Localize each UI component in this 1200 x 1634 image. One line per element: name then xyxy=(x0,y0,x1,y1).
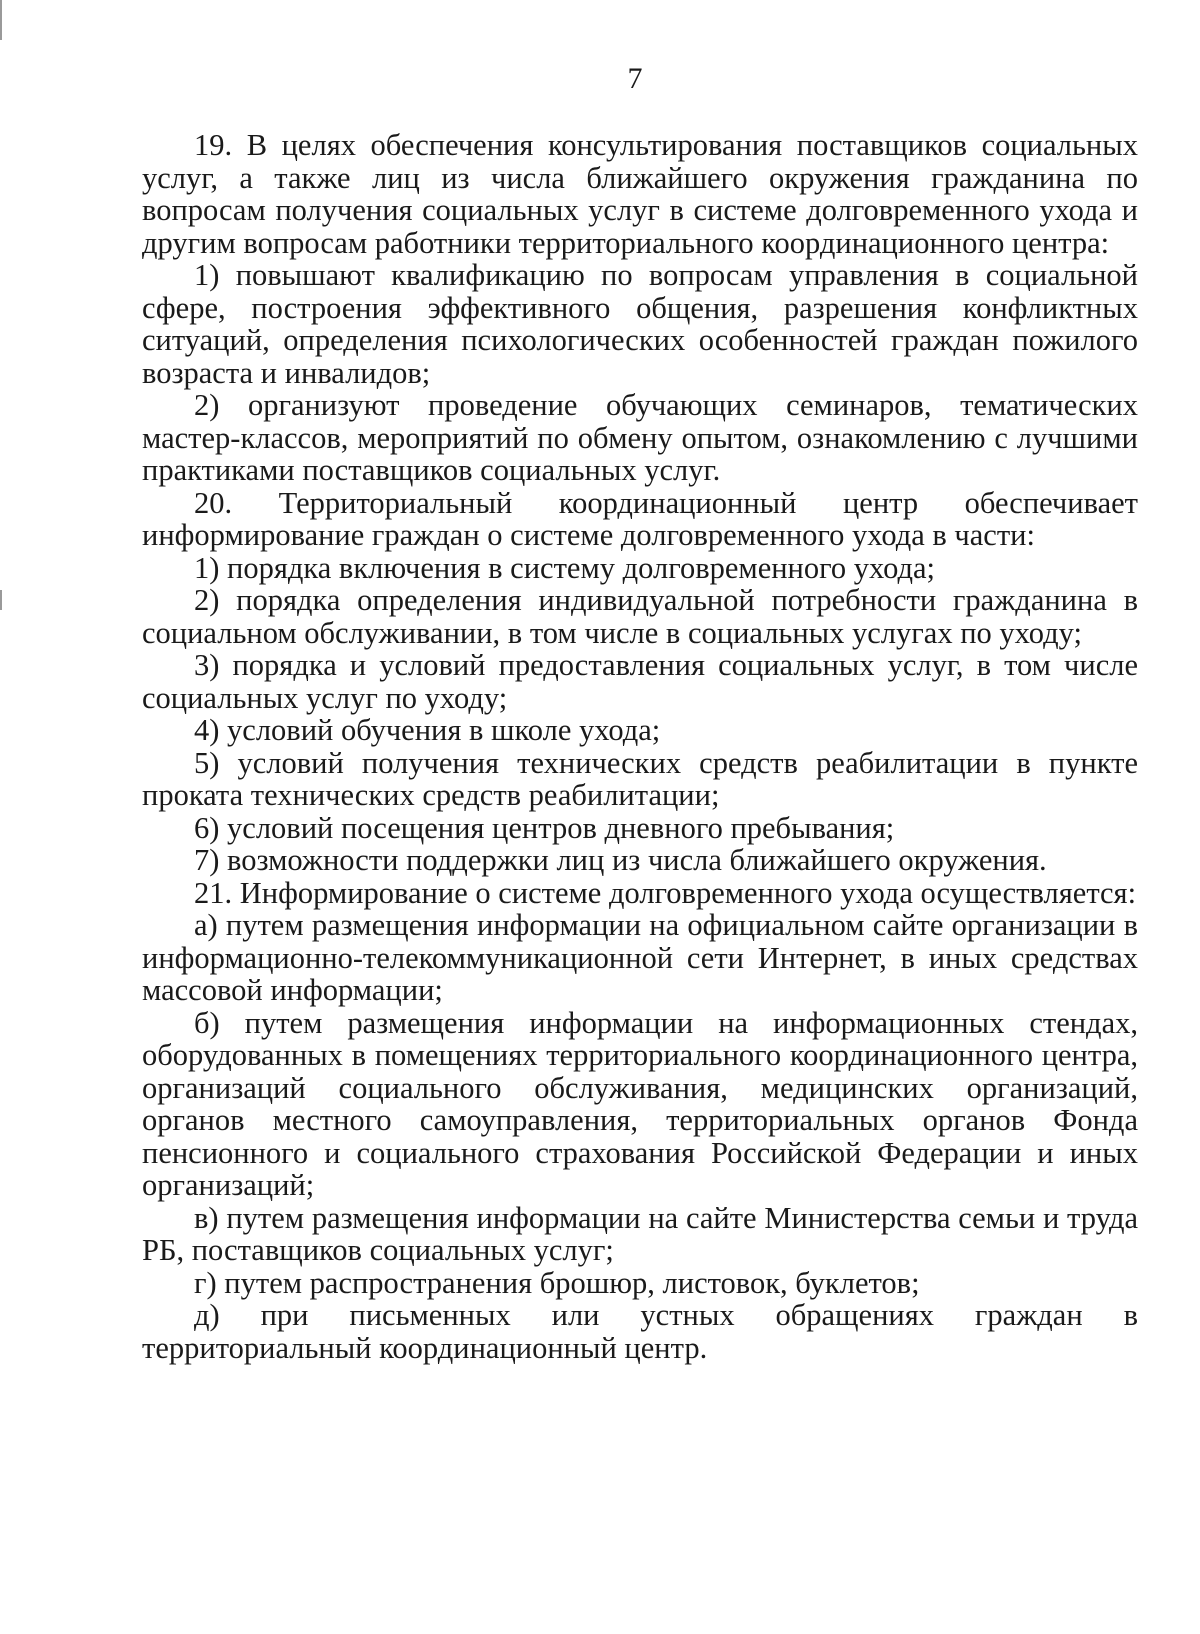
list-item-20-3: 3) порядка и условий предоставления социальных услуг, в том числе социальных услуг по уходу; xyxy=(142,648,1138,715)
list-item-20-5: 5) условий получения технических средств реабилитации в пункте проката технических средств реабилитации; xyxy=(142,745,1138,812)
list-item-19-1: 1) повышают квалификацию по вопросам управления в социальной сфере, построения эффективного общения, разрешения конфликтных ситуаций, определения психологических особенностей граждан пожилого возраста и инвалидов; xyxy=(142,258,1138,390)
paragraph-21: 21. Информирование о системе долговременного ухода осуществляется: xyxy=(194,875,1137,910)
scan-edge-mark xyxy=(0,590,2,610)
list-item-20-7: 7) возможности поддержки лиц из числа ближайшего окружения. xyxy=(194,843,1047,877)
list-item-21-v: в) путем размещения информации на сайте Министерства семьи и труда РБ, поставщиков социальных услуг; xyxy=(142,1200,1138,1267)
scan-edge-mark xyxy=(0,0,2,40)
list-item-20-4: 4) условий обучения в школе ухода; xyxy=(194,713,661,747)
list-item-19-2: 2) организуют проведение обучающих семинаров, тематических мастер-классов, мероприятий по обмену опытом, ознакомлению с лучшими практиками поставщиков социальных услуг. xyxy=(142,388,1138,487)
list-item-20-6: 6) условий посещения центров дневного пребывания; xyxy=(194,810,895,845)
page-number: 7 xyxy=(627,62,643,95)
list-item-21-a: а) путем размещения информации на официальном сайте организации в информационно-телекоммуникационной сети Интернет, в иных средствах массовой информации; xyxy=(142,908,1138,1007)
list-item-21-b: б) путем размещения информации на информационных стендах, оборудованных в помещениях территориального координационного центра, организаций социального обслуживания, медицинских организаций, органов местного самоуправления, территориальных органов Фонда пенсионного и социального страхования Российской Федерации и иных организаций; xyxy=(142,1005,1138,1202)
list-item-20-1: 1) порядка включения в систему долговременного ухода; xyxy=(194,550,935,585)
paragraph-20: 20. Территориальный координационный центр обеспечивает информирование граждан о системе долговременного ухода в части: xyxy=(142,485,1138,552)
document-body xyxy=(142,129,1138,1364)
list-item-21-d: д) при письменных или устных обращениях граждан в территориальный координационный центр. xyxy=(142,1298,1138,1365)
list-item-20-2: 2) порядка определения индивидуальной потребности гражданина в социальном обслуживании, в том числе в социальных услугах по уходу; xyxy=(142,583,1138,650)
list-item-21-g: г) путем распространения брошюр, листовок, буклетов; xyxy=(194,1265,920,1300)
paragraph-19: 19. В целях обеспечения консультирования поставщиков социальных услуг, а также лиц из числа ближайшего окружения гражданина по вопросам получения социальных услуг в системе долговременного ухода и другим вопросам работники территориального координационного центра: xyxy=(142,128,1138,260)
